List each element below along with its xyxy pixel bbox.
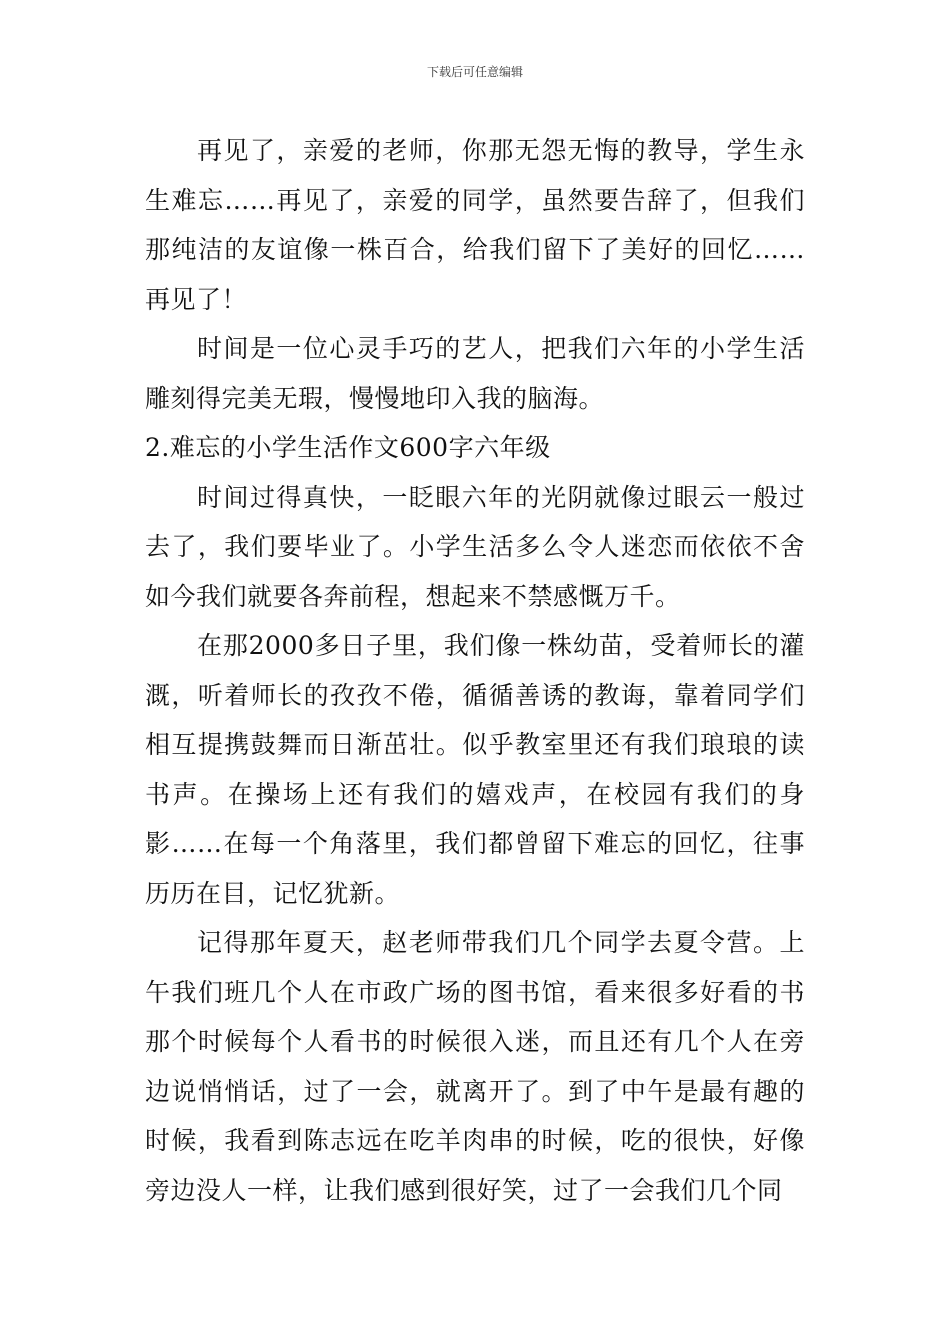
- paragraph-farewell: 再见了，亲爱的老师，你那无怨无悔的教导，学生永生难忘……再见了，亲爱的同学，虽然要告辞了，但我们那纯洁的友谊像一株百合，给我们留下了美好的回忆……再见了！: [145, 136, 805, 314]
- paragraph-time-artist: 时间是一位心灵手巧的艺人，把我们六年的小学生活雕刻得完美无瑕，慢慢地印入我的脑海。: [145, 334, 805, 413]
- page-header-note: 下载后可任意编辑: [426, 65, 523, 79]
- paragraph-2000-days: 在那2000多日子里，我们像一株幼苗，受着师长的灌溉，听着师长的孜孜不倦，循循善诱的教诲，靠着同学们相互提携鼓舞而日渐茁壮。似乎教室里还有我们琅琅的读书声。在操场上还有我们的嬉戏声，在校园有我们的身影……在每一个角落里，我们都曾留下难忘的回忆，往事历历在目，记忆犹新。: [145, 631, 805, 908]
- document-body: [145, 126, 805, 1215]
- section-heading: 2.难忘的小学生活作文600字六年级: [145, 433, 551, 462]
- paragraph-time-flies: 时间过得真快，一眨眼六年的光阴就像过眼云一般过去了，我们要毕业了。小学生活多么令人迷恋而依依不舍如今我们就要各奔前程，想起来不禁感慨万千。: [145, 482, 805, 611]
- paragraph-summer-camp: 记得那年夏天，赵老师带我们几个同学去夏令营。上午我们班几个人在市政广场的图书馆，看来很多好看的书那个时候每个人看书的时候很入迷，而且还有几个人在旁边说悄悄话，过了一会，就离开了。到了中午是最有趣的时候，我看到陈志远在吃羊肉串的时候，吃的很快，好像旁边没人一样，让我们感到很好笑，过了一会我们几个同: [145, 928, 805, 1205]
